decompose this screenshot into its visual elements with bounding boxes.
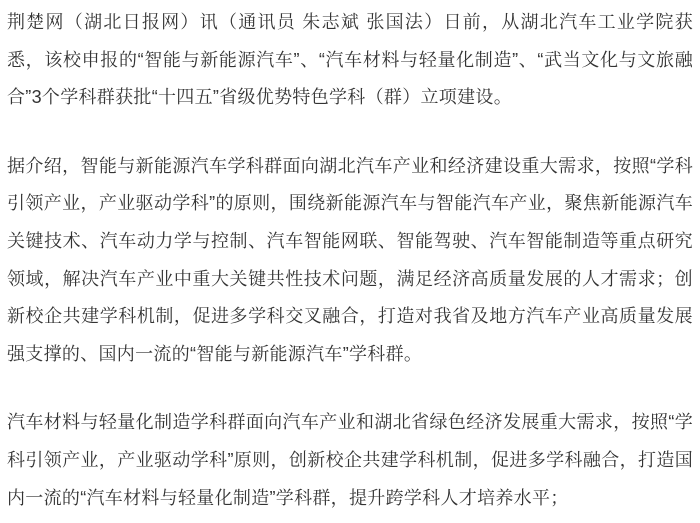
article-paragraph-smart-nev-discipline: 据介绍，智能与新能源汽车学科群面向湖北汽车产业和经济建设重大需求，按照“学科引领产业，产业驱动学科”的原则，围绕新能源汽车与智能汽车产业，聚焦新能源汽车关键技术、汽车动力学与控制、汽车智能网联、智能驾驶、汽车智能制造等重点研究领域，解决汽车产业中重大关键共性技术问题，满足经济高质量发展的人才需求；创新校企共建学科机制，促进多学科交叉融合，打造对我省及地方汽车产业高质量发展强支撑的、国内一流的“智能与新能源汽车”学科群。 <box>7 155 693 364</box>
article-paragraph-materials-discipline: 汽车材料与轻量化制造学科群面向汽车产业和湖北省绿色经济发展重大需求，按照“学科引领产业，产业驱动学科”原则，创新校企共建学科机制，促进多学科融合，打造国内一流的“汽车材料与轻量化制造”学科群，提升跨学科人才培养水平； <box>7 412 693 508</box>
article-paragraph-intro: 荆楚网（湖北日报网）讯（通讯员 朱志斌 张国法）日前，从湖北汽车工业学院获悉，该校申报的“智能与新能源汽车”、“汽车材料与轻量化制造”、“武当文化与文旅融合”3个学科群获批“十四五”省级优势特色学科（群）立项建设。 <box>7 12 693 108</box>
